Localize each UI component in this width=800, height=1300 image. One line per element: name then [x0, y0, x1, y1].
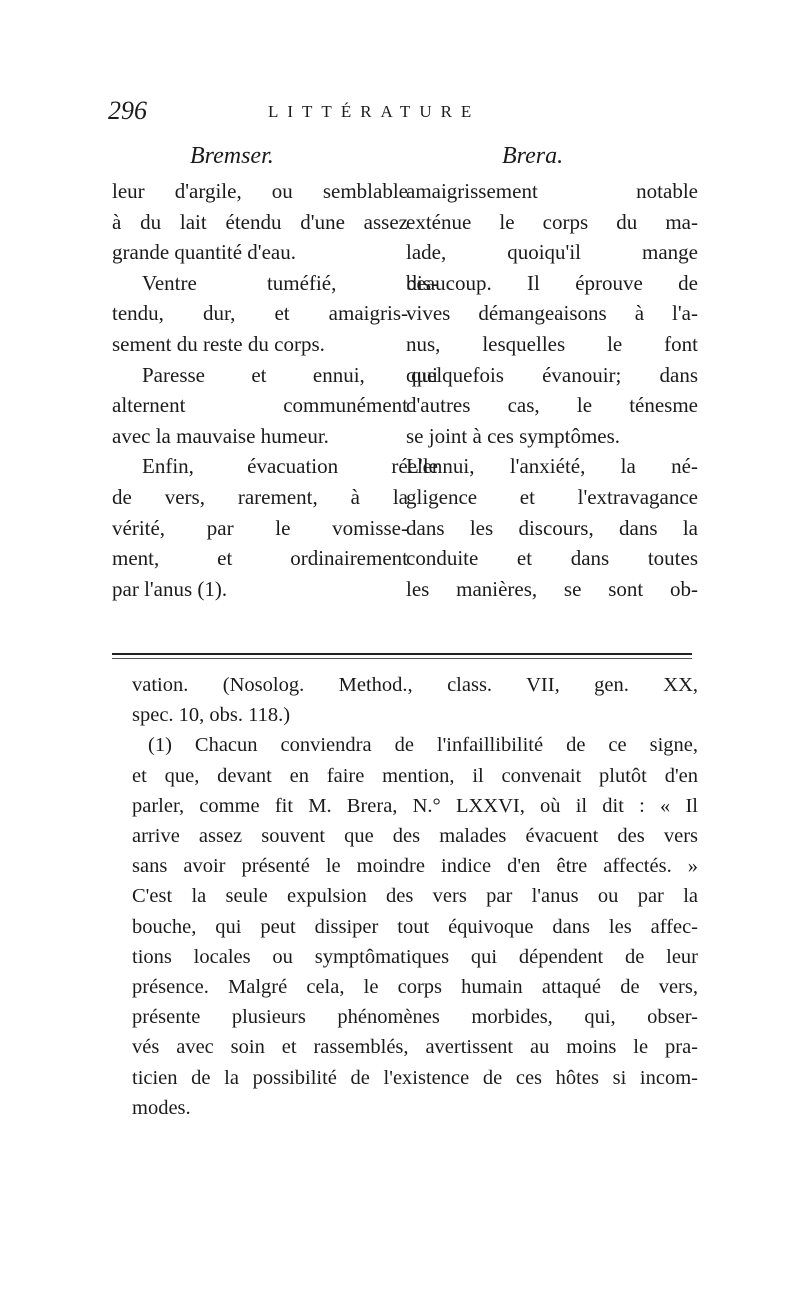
text-line: de vers, rarement, à la — [112, 484, 408, 509]
text-line: dans les discours, dans la — [406, 515, 698, 540]
text-line: L'ennui, l'anxiété, la né- — [406, 454, 698, 479]
text-line: vives démangeaisons à l'a- — [406, 301, 698, 326]
footnote-line: présence. Malgré cela, le corps humain attaqué de vers, — [132, 976, 698, 999]
text-line: alternent communément — [112, 393, 408, 418]
text-line: à du lait étendu d'une assez — [112, 209, 408, 234]
text-line: ment, et ordinairement — [112, 546, 408, 571]
page-number: 296 — [108, 96, 147, 125]
footnote-divider-thin — [112, 658, 692, 659]
text-line: grande quantité d'eau. — [112, 240, 296, 265]
footnote-line: ticien de la possibilité de l'existence de ces hôtes si incom- — [132, 1066, 698, 1089]
text-line: quelquefois évanouir; dans — [406, 362, 698, 387]
text-line: Enfin, évacuation réelle — [142, 454, 438, 479]
footnote-divider — [112, 653, 692, 655]
text-line: avec la mauvaise humeur. — [112, 423, 329, 448]
column-bremser — [112, 138, 438, 604]
footnote-line: vés avec soin et rassemblés, avertissent au moins le pra- — [132, 1036, 698, 1059]
footnote-line: (1) Chacun conviendra de l'infaillibilité de ce signe, — [148, 734, 698, 757]
text-line: les manières, se sont ob- — [406, 576, 698, 601]
column-brera — [406, 138, 698, 604]
text-line: se joint à ces symptômes. — [406, 423, 621, 448]
text-line: tendu, dur, et amaigris- — [112, 301, 408, 326]
column-heading-brera: Brera. — [502, 143, 564, 169]
footnote-line: sans avoir présenté le moindre indice d'en être affectés. » — [132, 855, 698, 878]
page-header — [108, 96, 708, 130]
column-heading-bremser: Bremser. — [190, 143, 274, 169]
continuation-line: vation. (Nosolog. Method., class. VII, gen. XX, — [132, 674, 698, 696]
footnote-line: C'est la seule expulsion des vers par l'anus ou par la — [132, 885, 698, 908]
footnote-line: présente plusieurs phénomènes morbides, qui, obser- — [132, 1006, 698, 1029]
text-line: par l'anus (1). — [112, 576, 228, 601]
text-line: beaucoup. Il éprouve de — [406, 270, 698, 295]
text-line: Paresse et ennui, qui — [142, 362, 438, 387]
footnote-line: modes. — [132, 1096, 191, 1119]
text-line: lade, quoiqu'il mange — [406, 240, 698, 265]
text-line: vérité, par le vomisse- — [112, 515, 408, 540]
footnote-line: tions locales ou symptômatiques qui dépendent de leur — [132, 945, 698, 968]
running-title: LITTÉRATURE — [268, 102, 481, 121]
text-line: conduite et dans toutes — [406, 546, 698, 571]
text-line: leur d'argile, ou semblable — [112, 179, 408, 203]
footnotes — [132, 670, 698, 1123]
text-line: sement du reste du corps. — [112, 331, 325, 356]
text-line: Ventre tuméfié, dis- — [142, 270, 438, 295]
text-line: amaigrissement notable — [406, 179, 698, 203]
footnote-line: parler, comme fit M. Brera, N.° LXXVI, où il dit : « Il — [132, 794, 698, 817]
text-line: nus, lesquelles le font — [406, 331, 698, 356]
footnote-line: bouche, qui peut dissiper tout équivoque dans les affec- — [132, 915, 698, 938]
text-line: gligence et l'extravagance — [406, 484, 698, 509]
text-line: d'autres cas, le ténesme — [406, 393, 698, 418]
continuation-line: spec. 10, obs. 118.) — [132, 704, 291, 727]
footnote-line: arrive assez souvent que des malades évacuent des vers — [132, 825, 698, 848]
text-line: exténue le corps du ma- — [406, 209, 698, 234]
footnote-line: et que, devant en faire mention, il convenait plutôt d'en — [132, 764, 698, 787]
